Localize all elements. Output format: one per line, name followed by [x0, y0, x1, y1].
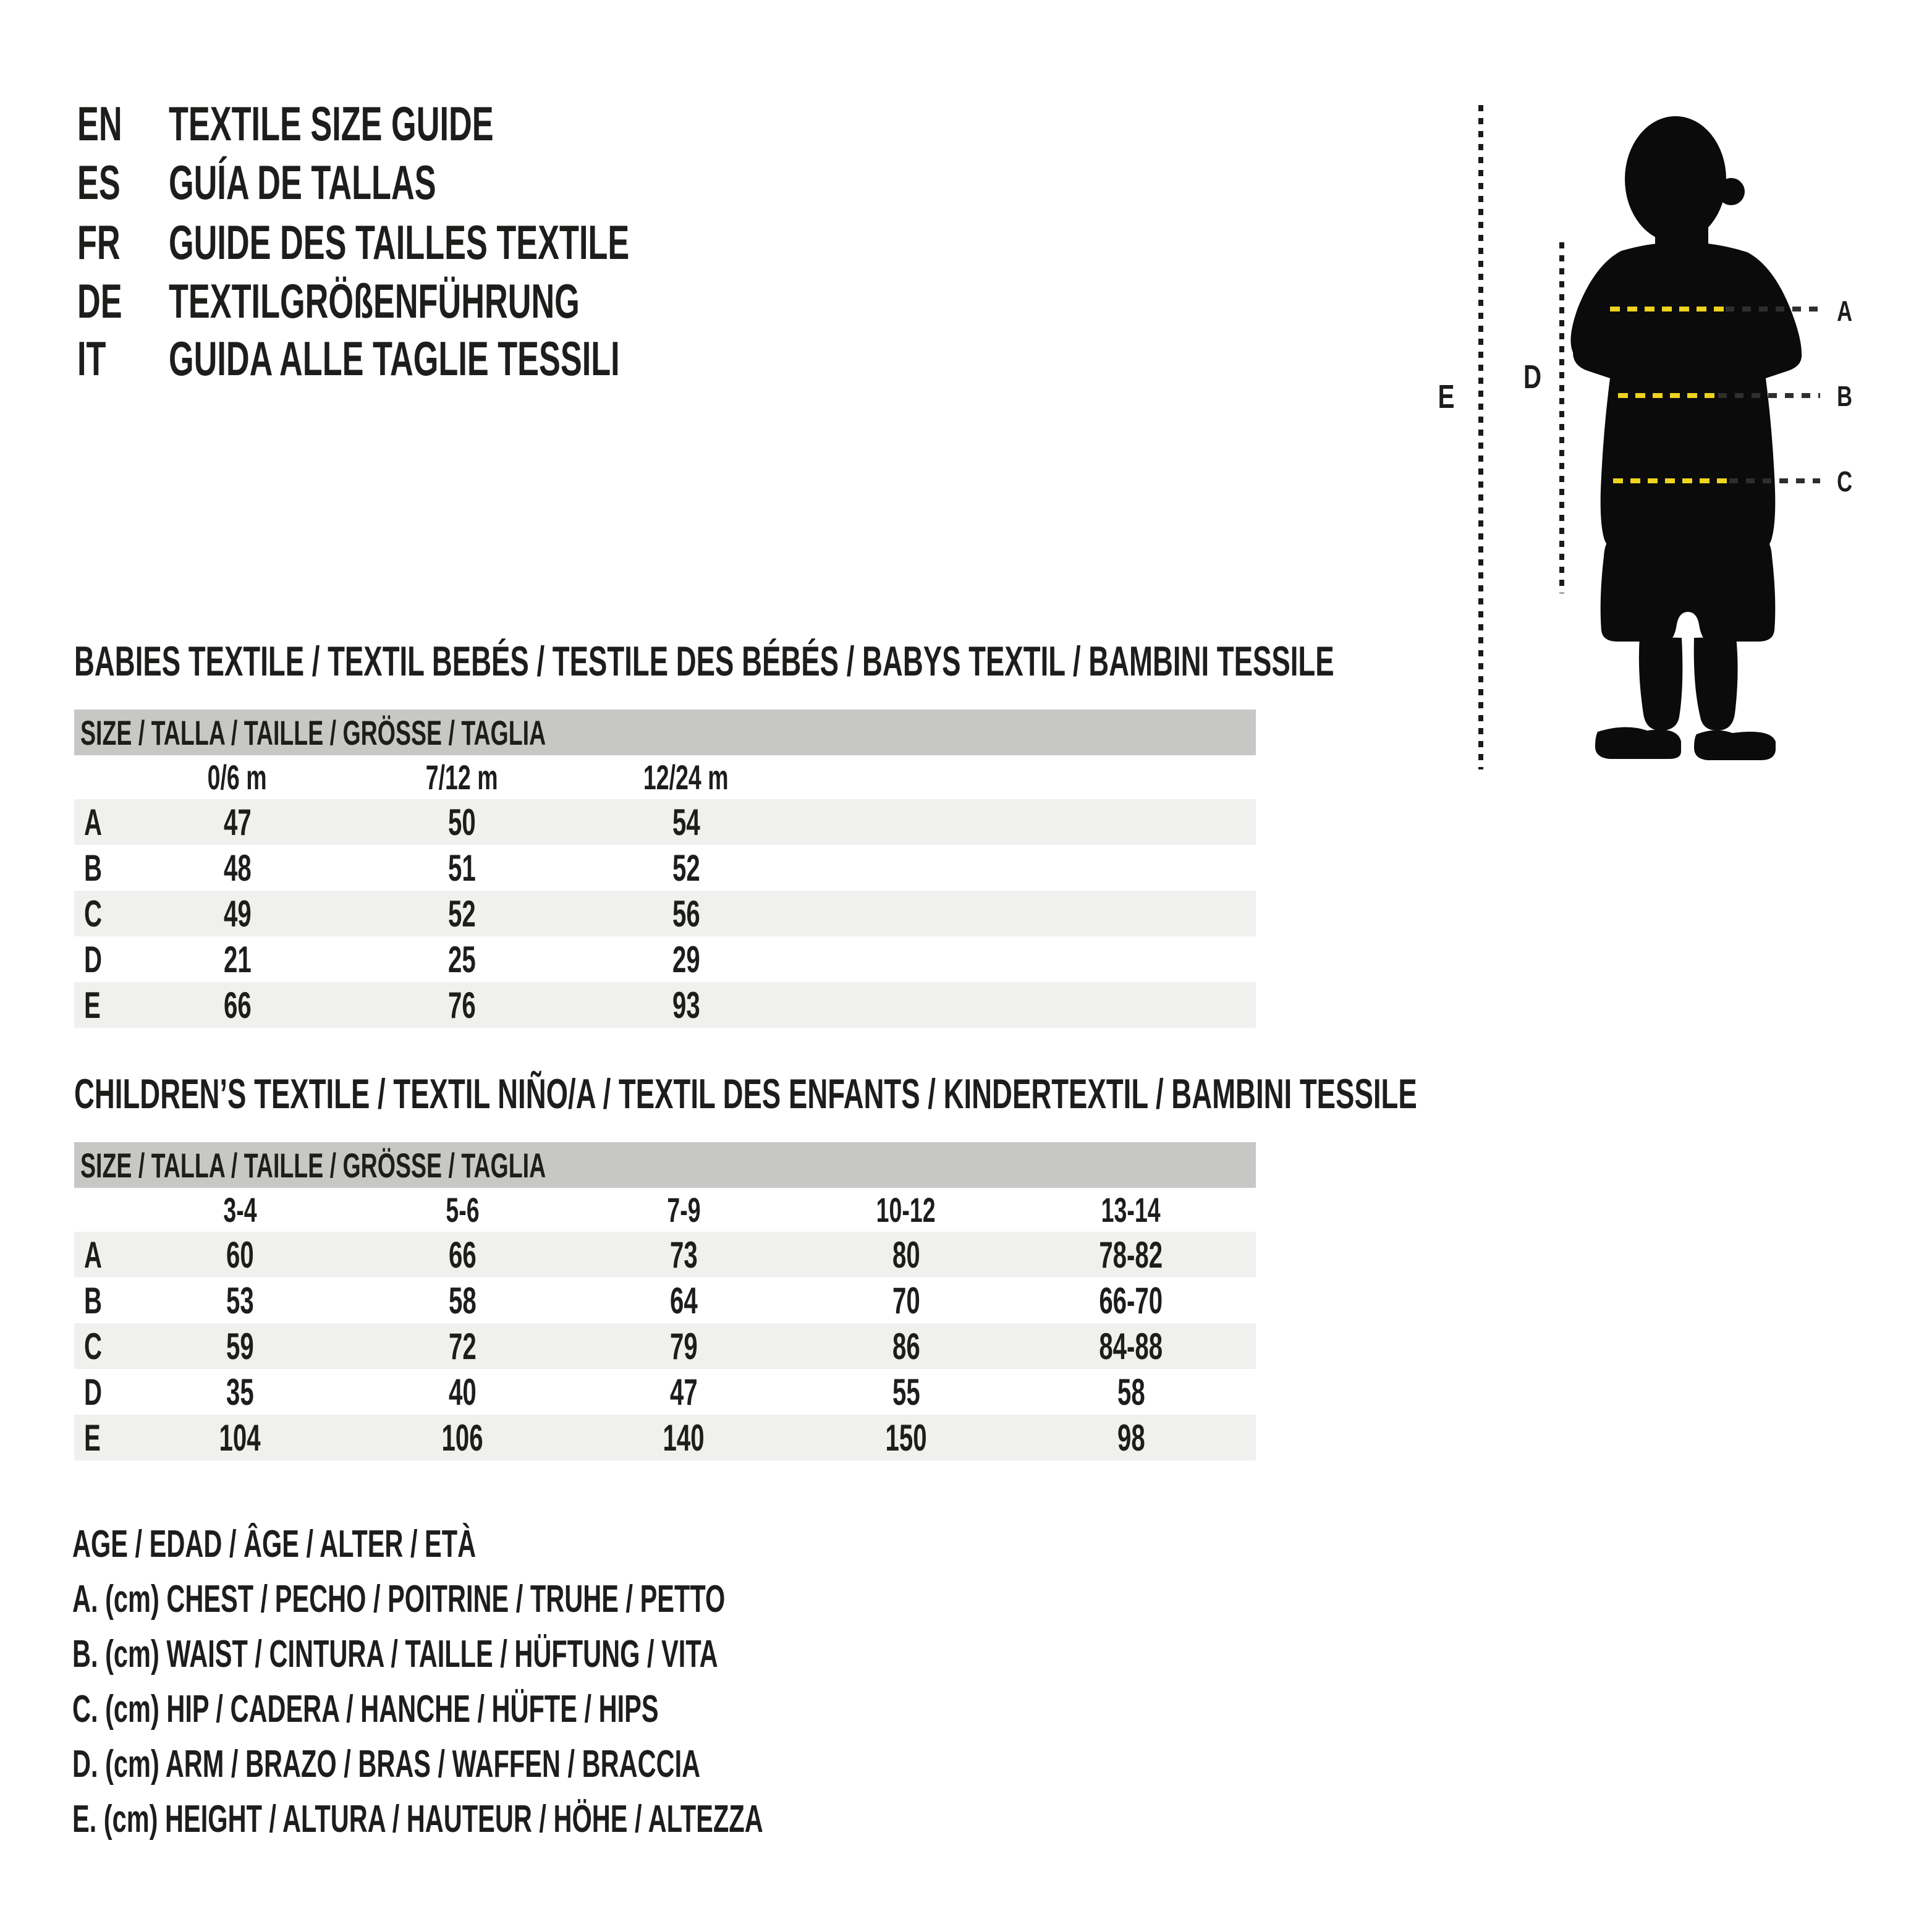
table-cell: 56	[672, 892, 700, 934]
label-height-e: E	[1438, 378, 1455, 415]
row-label: A	[84, 801, 103, 843]
row-label: C	[84, 1325, 103, 1367]
table-cell: 140	[663, 1417, 705, 1459]
column-header: 3-4	[222, 1190, 257, 1229]
row-label: B	[84, 1279, 103, 1321]
label-arm-d: D	[1523, 358, 1542, 396]
table-cell: 54	[672, 801, 700, 843]
table-cell: 106	[441, 1417, 483, 1459]
children-heading: CHILDREN’S TEXTILE / TEXTIL NIÑO/A / TEXTIL DES ENFANTS / KINDERTEXTIL / BAMBINI TESSILE	[74, 1070, 1417, 1117]
column-header: 0/6 m	[208, 758, 267, 797]
column-header: 10-12	[876, 1190, 936, 1229]
table-cell: 76	[447, 984, 476, 1026]
table-row	[74, 1369, 1256, 1415]
legend-line-height: E. (cm) HEIGHT / ALTURA / HAUTEUR / HÖHE / ALTEZZA	[72, 1798, 763, 1841]
column-header: 7/12 m	[425, 758, 498, 797]
table-cell: 66	[223, 984, 252, 1026]
table-cell: 86	[892, 1325, 920, 1367]
table-cell: 25	[447, 938, 476, 980]
table-cell: 60	[226, 1234, 254, 1276]
row-label: B	[84, 847, 103, 889]
table-row	[74, 1277, 1256, 1323]
table-cell: 78-82	[1099, 1234, 1163, 1276]
row-label: E	[84, 1417, 101, 1459]
children-column-header-row	[74, 1188, 1256, 1232]
table-cell: 52	[672, 847, 700, 889]
table-cell: 59	[226, 1325, 254, 1367]
column-header: 5-6	[445, 1190, 480, 1229]
table-row	[74, 799, 1256, 845]
row-label: E	[84, 984, 101, 1026]
language-code: ES	[77, 155, 121, 210]
language-code: DE	[77, 274, 122, 328]
hip-measure-line	[1613, 478, 1729, 483]
column-header: 7-9	[666, 1190, 701, 1229]
table-cell: 55	[892, 1371, 920, 1413]
table-row	[74, 1415, 1256, 1460]
language-code: IT	[77, 331, 106, 386]
table-cell: 52	[447, 892, 476, 934]
label-chest-a: A	[1837, 295, 1853, 327]
language-title: GUIDE DES TAILLES TEXTILE	[169, 215, 630, 269]
table-cell: 35	[226, 1371, 254, 1413]
hip-leader-line	[1729, 478, 1820, 483]
row-label: D	[84, 1371, 103, 1413]
table-row	[74, 1232, 1256, 1277]
table-cell: 93	[672, 984, 700, 1026]
table-cell: 53	[226, 1279, 254, 1321]
table-row	[74, 1323, 1256, 1369]
legend-line-chest: A. (cm) CHEST / PECHO / POITRINE / TRUHE / PETTO	[72, 1578, 726, 1621]
row-label: C	[84, 892, 103, 934]
arm-measure-line	[1559, 242, 1564, 593]
children-size-header-bar: SIZE / TALLA / TAILLE / GRÖSSE / TAGLIA	[74, 1142, 1256, 1188]
table-cell: 79	[669, 1325, 698, 1367]
legend-line-waist: B. (cm) WAIST / CINTURA / TAILLE / HÜFTUNG / VITA	[72, 1633, 718, 1676]
table-row	[74, 982, 1256, 1028]
waist-measure-line	[1618, 393, 1718, 398]
row-label: A	[84, 1234, 103, 1276]
table-cell: 29	[672, 938, 700, 980]
table-cell: 73	[669, 1234, 698, 1276]
language-code: EN	[77, 96, 122, 151]
legend-line-age: AGE / EDAD / ÂGE / ALTER / ETÀ	[72, 1523, 477, 1566]
label-waist-b: B	[1837, 380, 1853, 412]
table-cell: 58	[1117, 1371, 1145, 1413]
table-cell: 80	[892, 1234, 920, 1276]
table-cell: 47	[223, 801, 252, 843]
table-cell: 84-88	[1099, 1325, 1163, 1367]
table-cell: 104	[219, 1417, 261, 1459]
chest-leader-line	[1726, 307, 1820, 311]
table-cell: 150	[885, 1417, 927, 1459]
babies-column-header-row	[74, 755, 1256, 799]
table-cell: 98	[1117, 1417, 1145, 1459]
language-title: GUIDA ALLE TAGLIE TESSILI	[169, 331, 620, 386]
babies-heading: BABIES TEXTILE / TEXTIL BEBÉS / TESTILE DES BÉBÉS / BABYS TEXTIL / BAMBINI TESSILE	[74, 638, 1334, 685]
table-cell: 21	[223, 938, 252, 980]
table-cell: 51	[447, 847, 476, 889]
table-cell: 48	[223, 847, 252, 889]
table-cell: 47	[669, 1371, 698, 1413]
row-label: D	[84, 938, 103, 980]
legend-line-arm: D. (cm) ARM / BRAZO / BRAS / WAFFEN / BRACCIA	[72, 1743, 701, 1786]
waist-leader-line	[1718, 393, 1820, 398]
label-hip-c: C	[1837, 465, 1853, 498]
table-cell: 40	[448, 1371, 477, 1413]
column-header: 12/24 m	[643, 758, 729, 797]
language-title: GUÍA DE TALLAS	[169, 155, 436, 210]
language-code: FR	[77, 215, 121, 269]
table-cell: 49	[223, 892, 252, 934]
legend-line-hip: C. (cm) HIP / CADERA / HANCHE / HÜFTE / HIPS	[72, 1688, 659, 1731]
table-cell: 70	[892, 1279, 920, 1321]
table-row	[74, 845, 1256, 891]
table-row	[74, 891, 1256, 936]
column-header: 13-14	[1101, 1190, 1161, 1229]
language-title: TEXTILE SIZE GUIDE	[169, 96, 494, 151]
table-cell: 66-70	[1099, 1279, 1163, 1321]
table-cell: 66	[448, 1234, 477, 1276]
table-cell: 64	[669, 1279, 698, 1321]
table-cell: 72	[448, 1325, 477, 1367]
chest-measure-line	[1610, 307, 1726, 311]
table-row	[74, 936, 1256, 982]
babies-size-header-bar: SIZE / TALLA / TAILLE / GRÖSSE / TAGLIA	[74, 710, 1256, 755]
table-cell: 58	[448, 1279, 477, 1321]
language-title: TEXTILGRÖßENFÜHRUNG	[169, 274, 580, 328]
table-cell: 50	[447, 801, 476, 843]
